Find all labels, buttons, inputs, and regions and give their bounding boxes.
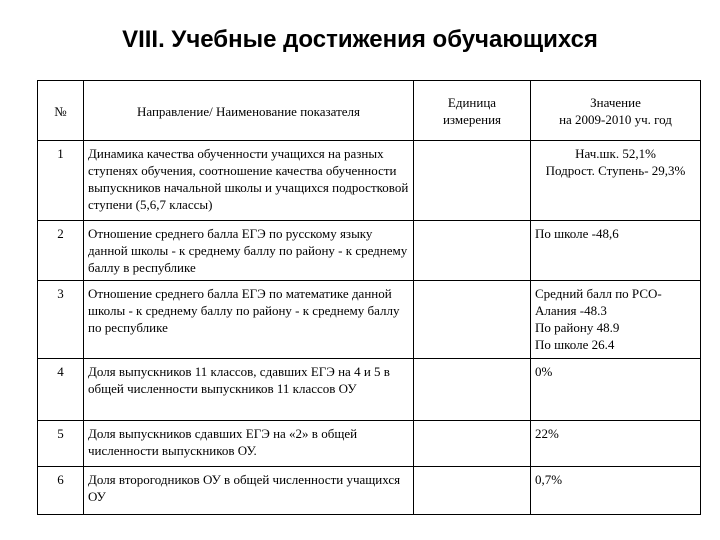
row-name: Динамика качества обученности учащихся на разных ступенях обучения, соотношение качества обученности выпускников начальной школы и учащихся подростковой ступени (5,6,7 классы) — [84, 141, 414, 221]
row-value: 0% — [531, 359, 701, 421]
row-unit — [414, 221, 531, 281]
row-name: Доля выпускников сдавших ЕГЭ на «2» в общей численности выпускников ОУ. — [84, 421, 414, 467]
row-value: По школе -48,6 — [531, 221, 701, 281]
table-row — [38, 359, 701, 421]
row-num: 1 — [38, 141, 84, 221]
table-row — [38, 281, 701, 359]
table-header-row — [38, 81, 701, 141]
row-name: Доля второгодников ОУ в общей численности учащихся ОУ — [84, 467, 414, 515]
row-num: 3 — [38, 281, 84, 359]
row-unit — [414, 467, 531, 515]
row-num: 4 — [38, 359, 84, 421]
row-num: 5 — [38, 421, 84, 467]
row-unit — [414, 141, 531, 221]
table-row — [38, 467, 701, 515]
header-name: Направление/ Наименование показателя — [84, 81, 414, 141]
row-num: 6 — [38, 467, 84, 515]
row-unit — [414, 281, 531, 359]
table-row — [38, 141, 701, 221]
row-unit — [414, 359, 531, 421]
achievements-table — [37, 80, 701, 515]
row-num: 2 — [38, 221, 84, 281]
table-row — [38, 221, 701, 281]
row-name: Отношение среднего балла ЕГЭ по русскому языку данной школы - к среднему баллу по району - к среднему баллу в республике — [84, 221, 414, 281]
header-value: Значение на 2009-2010 уч. год — [531, 81, 701, 141]
row-value: Нач.шк. 52,1% Подрост. Ступень- 29,3% — [531, 141, 701, 221]
row-value: 22% — [531, 421, 701, 467]
row-value: Средний балл по РСО-Алания -48.3 По району 48.9 По школе 26.4 — [531, 281, 701, 359]
page-title: VIII. Учебные достижения обучающихся — [122, 26, 598, 53]
row-unit — [414, 421, 531, 467]
header-num: № — [38, 81, 84, 141]
row-name: Доля выпускников 11 классов, сдавших ЕГЭ на 4 и 5 в общей численности выпускников 11 классов ОУ — [84, 359, 414, 421]
row-name: Отношение среднего балла ЕГЭ по математике данной школы - к среднему баллу по району - к среднему баллу по республике — [84, 281, 414, 359]
table-row — [38, 421, 701, 467]
header-unit: Единица измерения — [414, 81, 531, 141]
row-value: 0,7% — [531, 467, 701, 515]
